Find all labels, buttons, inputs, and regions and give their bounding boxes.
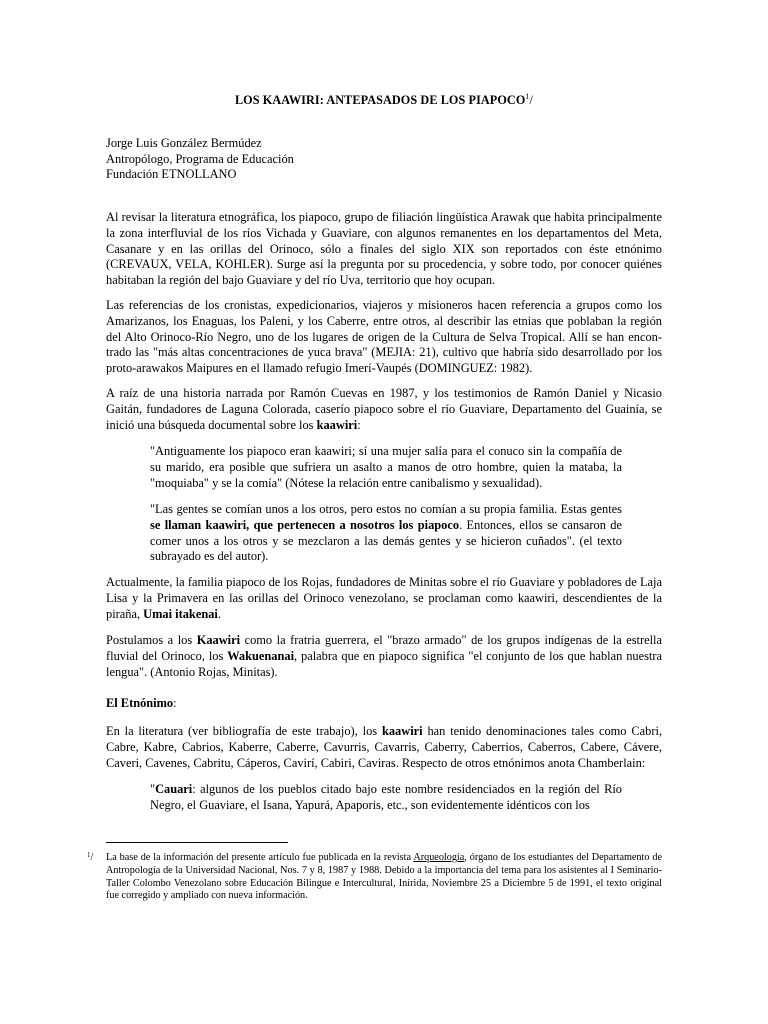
quote-cauari-text: : algunos de los pueblos citado bajo este nombre residenciados en la región del Río Negro, el Guaviare, el Isana, Yapurá, Apaporis, etc., son evidentemente idénticos con los [150,782,622,812]
footnote-divider [106,842,288,843]
quote-las-gentes [150,502,622,565]
paragraph-denominations-end: han tenido denominaciones tales como Cabri, Cabre, Kabre, Cabrios, Kaberre, Caberre, Cavurris, Cavarris, Caberry, Caberrios, Caberros, Cabere, Cávere, Caveri, Cavenes, Cabritu, Cáperos, Cavirí, Cabiri, Caviras. Respecto de otros etnónimos anota Chamberlain: [106,724,662,770]
title-footnote-ref[interactable]: 1 [525,92,530,101]
paragraph-denominations [106,724,662,771]
paragraph-postulate-e: , palabra que en piapoco significa "el conjunto de los que hablan nuestra lengua". (Antonio Rojas, Minitas). [106,648,662,679]
paragraph-history-end: : [357,417,361,432]
paragraph-rojas-text: Actualmente, la familia piapoco de los Rojas, fundadores de Minitas sobre el río Guaviare y pobladores de Laja Lisa y la Primavera en las orillas del Orinoco venezolano, se proclaman como kaawiri, descendientes de la piraña, [106,575,662,621]
paragraph-rojas-family [106,575,662,622]
term-kaawiri: kaawiri [316,417,358,432]
footnote-text [106,852,662,903]
paragraph-postulate-a: Postulamos a los [106,633,197,647]
author-name: Jorge Luis González Bermúdez [106,136,262,150]
paragraph-history-text: A raíz de una historia narrada por Ramón Cuevas en 1987, y los testimonios de Ramón Daniel y Nicasio Gaitán, fundadores de Laguna Colorada, caserío piapoco sobre el río Guaviare, Departamento del Guainía, se inició una búsqueda documental sobre los [106,386,662,432]
quote-emphasis: se llaman kaawiri, que pertenecen a nosotros los piapoco [150,517,460,532]
term-kaawiri-lower: kaawiri [381,724,423,738]
section-heading-text: El Etnónimo [106,696,174,710]
section-heading [106,696,662,712]
quote-las-gentes-end: . Entonces, ellos se cansaron de comer unos a los otros y se mezclaron a las demás gentes y se hicieron cuñados". (el texto subrayado es del autor). [150,517,622,564]
paragraph-denominations-text: En la literatura (ver bibliografía de este trabajo), los [106,724,382,738]
title-slash: / [529,93,534,107]
term-umai-itakenai: Umai itakenai [143,606,218,621]
paragraph-postulate [106,633,662,680]
quote-antiguamente: "Antiguamente los piapoco eran kaawiri; sí una mujer salía para el conuco sin la compañía de su marido, era posible que sufriera un asalto a manos de otro hombre, quien la mataba, la "moquiaba" y se la comía" (Nótese la relación entre canibalismo y sexualidad). [150,444,622,490]
section-heading-colon: : [173,696,177,710]
quote-cauari [150,782,622,814]
term-kaawiri-cap: Kaawiri [196,633,241,647]
footnote-text-post: , órgano de los estudiantes del Departamento de Antropología de la Universidad Nacional, Nos. 7 y 8, 1987 y 1988. Debido a la importancia del tema para los asistentes al I Seminario-Taller Colombo Venezolano sobre Educación Bilingue e Intercultural, Inírida, Noviembre 25 a Diciembre 5 de 1991, el texto original fue corregido y ampliado con nueva información. [106,852,662,902]
paragraph-history [106,386,662,433]
author-organization: Fundación ETNOLLANO [106,167,237,182]
paragraph-rojas-end: . [217,606,221,621]
document-title [106,92,662,108]
quote-cauari-open: " [150,782,156,796]
paragraph-intro: Al revisar la literatura etnográfica, los piapoco, grupo de filiación lingüística Arawak que habita principalmente la zona interfluvial de los ríos Vichada y Guaviare, con algunos remanentes en los departamentos del Meta, Casanare y en las orillas del Orinoco, sólo a finales del siglo XIX son reportados con éste etnónimo (CREVAUX, VELA, KOHLER). Surge así la pregunta por su procedencia, y sobre todo, por conocer quiénes habitaban la región del bajo Guaviare y del río Uva, territorio que hoy ocupan. [106,210,662,288]
author-block [106,136,294,183]
footnote-number: 1 [87,851,91,859]
term-wakuenanai: Wakuenanai [227,648,295,663]
quote-las-gentes-text: "Las gentes se comían unos a los otros, pero estos no comían a su propia familia. Estas gentes [150,502,622,516]
author-role: Antropólogo, Programa de Educación [106,151,294,166]
footnote-text-pre: La base de la información del presente artículo fue publicada en la revista [106,852,414,863]
title-text: LOS KAAWIRI: ANTEPASADOS DE LOS PIAPOCO [234,93,526,107]
journal-name: Arqueología [413,852,465,863]
footnote-marker [87,851,93,863]
paragraph-postulate-c: como la fratria guerrera, el "brazo armado" de los grupos indígenas de la estrella fluvial del Orinoco, los [106,633,662,663]
term-cauari: Cauari [155,782,193,796]
footnote-marker-slash: / [90,852,94,863]
paragraph-chroniclers: Las referencias de los cronistas, expedicionarios, viajeros y misioneros hacen referencia a grupos como los Amarizanos, los Enaguas, los Paleni, y los Caberre, entre otros, al describir las etnias que poblaban la región del Alto Orinoco-Río Negro, uno de los lugares de origen de la Cultura de Selva Tropical. Allí se han encon-trado las "más altas concentraciones de yuca brava" (MEJIA: 21), cultivo que habría sido desarrollado por los proto-arawakos Maipures en el llamado refugio Imerí-Vaupés (DOMINGUEZ: 1982). [106,298,662,376]
